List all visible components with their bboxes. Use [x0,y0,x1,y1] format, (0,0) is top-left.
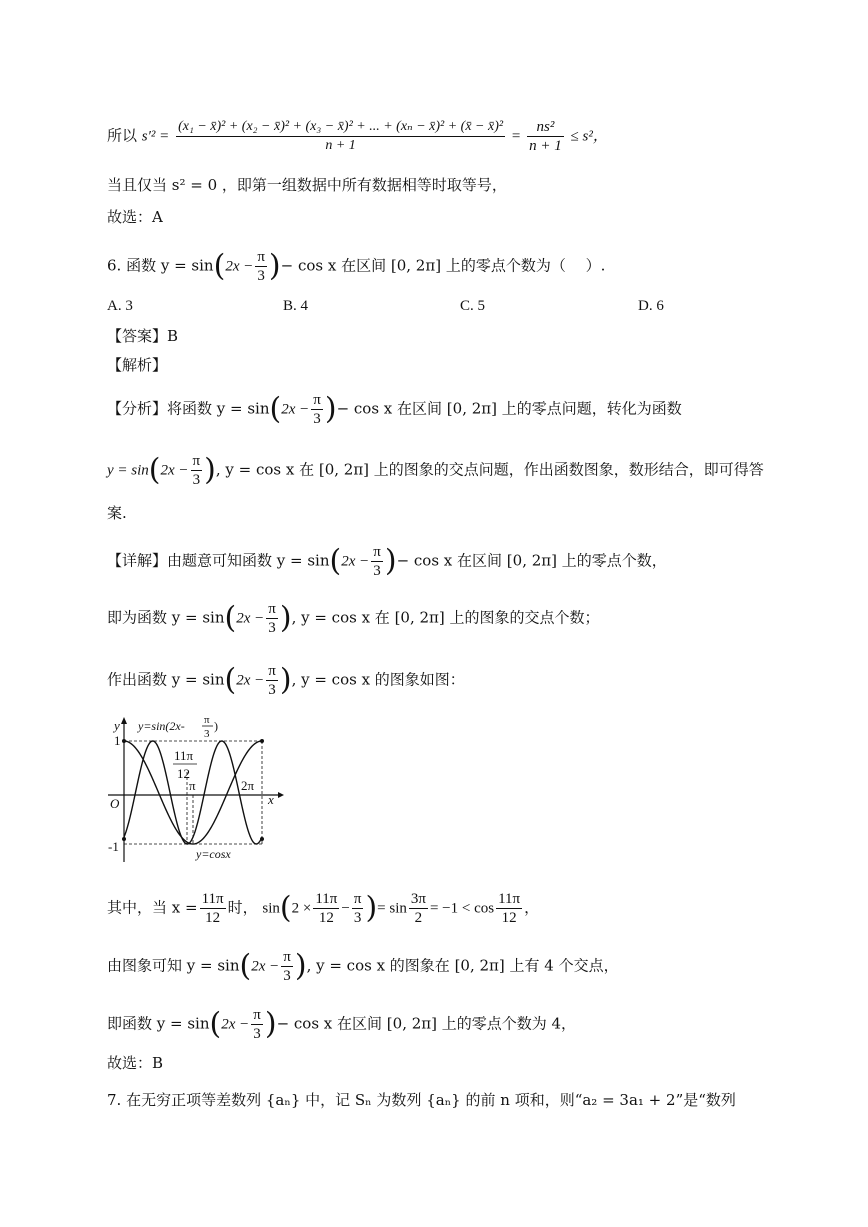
label-pi-tick: π [189,778,196,793]
where-11pi-2: 11π [315,891,338,907]
where-b: 时， [227,898,258,917]
point-cos-end [260,739,264,743]
answer-label: 【答案】B [107,327,179,345]
label-tick-1: 1 [114,733,121,748]
where-2: 2 [414,910,423,926]
label-origin: O [110,796,120,811]
where-f: = sin [377,900,407,917]
where-12: 12 [205,910,221,926]
analysis-label: 【解析】 [107,356,168,374]
fraction-rhs [527,118,564,155]
label-y-axis: y [114,718,120,733]
line-variance: 所以 s′² = (x₁ − x̄)² + (x₂ − x̄)² + (x₃ − x̄)² + ... + (xₙ − x̄)² + (x̄ − x̄)² n + 1 = $\frac{\text{ns²}}{n + 1}$ ≤ s²， [107,119,608,154]
fenxi-c: , y = cos x 在 [0, 2π] 上的图象的交点问题，作出函数图象，数形结合，即可得答 [215,460,764,479]
detail-b: − cos x 在区间 [0, 2π] 上的零点个数， [396,551,667,570]
where-11pi-3: 11π [498,891,521,907]
question-7: 7. 在无穷正项等差数列 {aₙ} 中，记 Sₙ 为数列 {aₙ} 的前 n 项和，则“a₂ = 3a₁ + 2”是“数列 [107,1091,736,1109]
option-a: A. 3 [107,298,133,314]
analysis-line-2: y = sin(2x − $\frac{\pi}{3}$ ), y = cos x 在 [0, 2π] 上的图象的交点问题，作出函数图象，数形结合，即可得答 [107,452,764,488]
fg-pi: π [283,949,291,965]
detail3-pi: π [268,663,276,679]
detail2-pi: π [268,601,276,617]
label-sin: y=sin(2x- [138,719,185,733]
thus-a: 即函数 y = sin [107,1014,210,1033]
q6-text-a: 6. 函数 y = sin [107,256,214,275]
line-choose-a: 故选：A [107,208,163,226]
detail-line-2: 即为函数 y = sin(2x − $\frac{\pi}{3}$ ), y = cos x 在 [0, 2π] 上的图象的交点个数； [107,600,600,636]
fenxi-b: − cos x 在区间 [0, 2π] 上的零点问题，转化为函数 [336,399,682,418]
formula-lhs: s′² = [141,128,170,145]
thus-b: − cos x 在区间 [0, 2π] 上的零点个数为 4， [276,1014,577,1033]
label-sin-3: 3 [204,728,210,740]
detail-c: 即为函数 y = sin [107,608,225,627]
point-cos-start [122,739,126,743]
analysis-line-3: 案. [107,504,127,522]
where-12-3: 12 [501,910,517,926]
fraction-main-den: n + 1 [325,138,356,153]
detail-three: 3 [373,563,381,579]
where-h: ， [524,898,540,917]
thus-line: 即函数 y = sin(2x − $\frac{\pi}{3}$ )− cos x 在区间 [0, 2π] 上的零点个数为 4， [107,1006,577,1042]
detail3-three: 3 [268,682,276,698]
text-prefix: 所以 [107,126,138,145]
label-x-axis: x [268,792,274,807]
point-sin-start [122,837,126,841]
detail2-three: 3 [268,620,276,636]
detail-line-1: 【详解】由题意可知函数 y = sin(2x − $\frac{\pi}{3}$ )− cos x 在区间 [0, 2π] 上的零点个数， [107,543,667,579]
detail-a: 【详解】由题意可知函数 y = sin [107,551,330,570]
option-c: C. 5 [460,298,486,314]
where-a: 其中，当 x = [107,898,198,917]
fenxi-a: 【分析】将函数 y = sin [107,399,270,418]
option-b: B. 4 [283,298,309,314]
where-g: = −1 < cos [429,900,495,917]
fenxi-y: y = sin [107,462,149,479]
label-sin-close: ) [214,719,218,733]
from-graph-a: 由图象可知 y = sin [107,956,240,975]
function-graph [100,712,290,867]
x-axis-arrow [278,792,284,798]
where-3pi: 3π [410,891,426,907]
point-sin-end [260,837,264,841]
text-tail: ≤ s²， [570,128,608,145]
detail-f: , y = cos x 的图象如图： [291,670,465,689]
where-pi: π [353,891,362,907]
fenxi2-three: 3 [192,472,201,488]
label-11pi: 11π [174,748,194,763]
from-graph-line: 由图象可知 y = sin(2x − $\frac{\pi}{3}$ ), y = cos x 的图象在 [0, 2π] 上有 4 个交点， [107,948,619,984]
label-12: 12 [177,766,190,781]
from-graph-b: , y = cos x 的图象在 [0, 2π] 上有 4 个交点， [306,956,619,975]
detail-line-3: 作出函数 y = sin(2x − $\frac{\pi}{3}$ ), y = cos x 的图象如图： [107,662,465,698]
fraction-rhs-num: ns² [527,118,564,137]
where-11pi: 11π [201,891,224,907]
label-cos: y=cosx [196,847,231,861]
where-line: 其中，当 x = $\frac{11\pi}{12}$ 时， sin(2 × $\frac{11\pi}{12}$ − $\frac{\pi}{3}$ )= sin $\frac{3\pi}{2}$ = −1 < cos $\frac{11\pi}{12}$ ， [107,890,540,926]
thus-three: 3 [253,1026,261,1042]
where-c: sin [262,900,280,917]
fraction-main [176,118,505,155]
fenxi-three: 3 [313,411,321,427]
detail-e: 作出函数 y = sin [107,670,225,689]
fraction-main-num: (x₁ − x̄)² + (x₂ − x̄)² + (x₃ − x̄)² + ... + (xₙ − x̄)² + (x̄ − x̄)² [176,118,505,137]
y-axis-arrow [121,717,127,724]
where-d: 2 × [291,900,312,917]
line-choose-b: 故选：B [107,1054,164,1072]
fg-three: 3 [283,968,291,984]
q6-frac [255,248,267,285]
label-2pi-tick: 2π [241,778,255,793]
question-6: 6. 函数 y = sin(2x − $\frac{\pi}{3}$ )− cos x 在区间 [0, 2π] 上的零点个数为（ ）. [107,248,606,284]
where-12-2: 12 [318,910,334,926]
fenxi-pi: π [313,392,321,408]
option-d: D. 6 [638,298,664,314]
thus-pi: π [253,1007,261,1023]
q6-text-b: 2x − [225,258,254,275]
line-equality: 当且仅当 s² = 0 ，即第一组数据中所有数据相等时取等号， [107,176,507,194]
where-e: − [341,900,350,917]
label-tick-m1: -1 [108,839,119,854]
label-sin-pi: π [204,714,210,726]
where-three: 3 [353,910,362,926]
detail-pi: π [373,544,381,560]
detail-d: , y = cos x 在 [0, 2π] 上的图象的交点个数； [291,608,600,627]
fenxi2-pi: π [192,453,201,469]
fraction-rhs-den: n + 1 [529,138,562,154]
q6-frac-den: 3 [257,268,265,284]
q6-text-c: − cos x 在区间 [0, 2π] 上的零点个数为（ ）. [280,256,606,275]
q6-frac-num: π [257,249,265,265]
analysis-line-1: 【分析】将函数 y = sin(2x − $\frac{\pi}{3}$ )− cos x 在区间 [0, 2π] 上的零点问题，转化为函数 [107,391,682,427]
